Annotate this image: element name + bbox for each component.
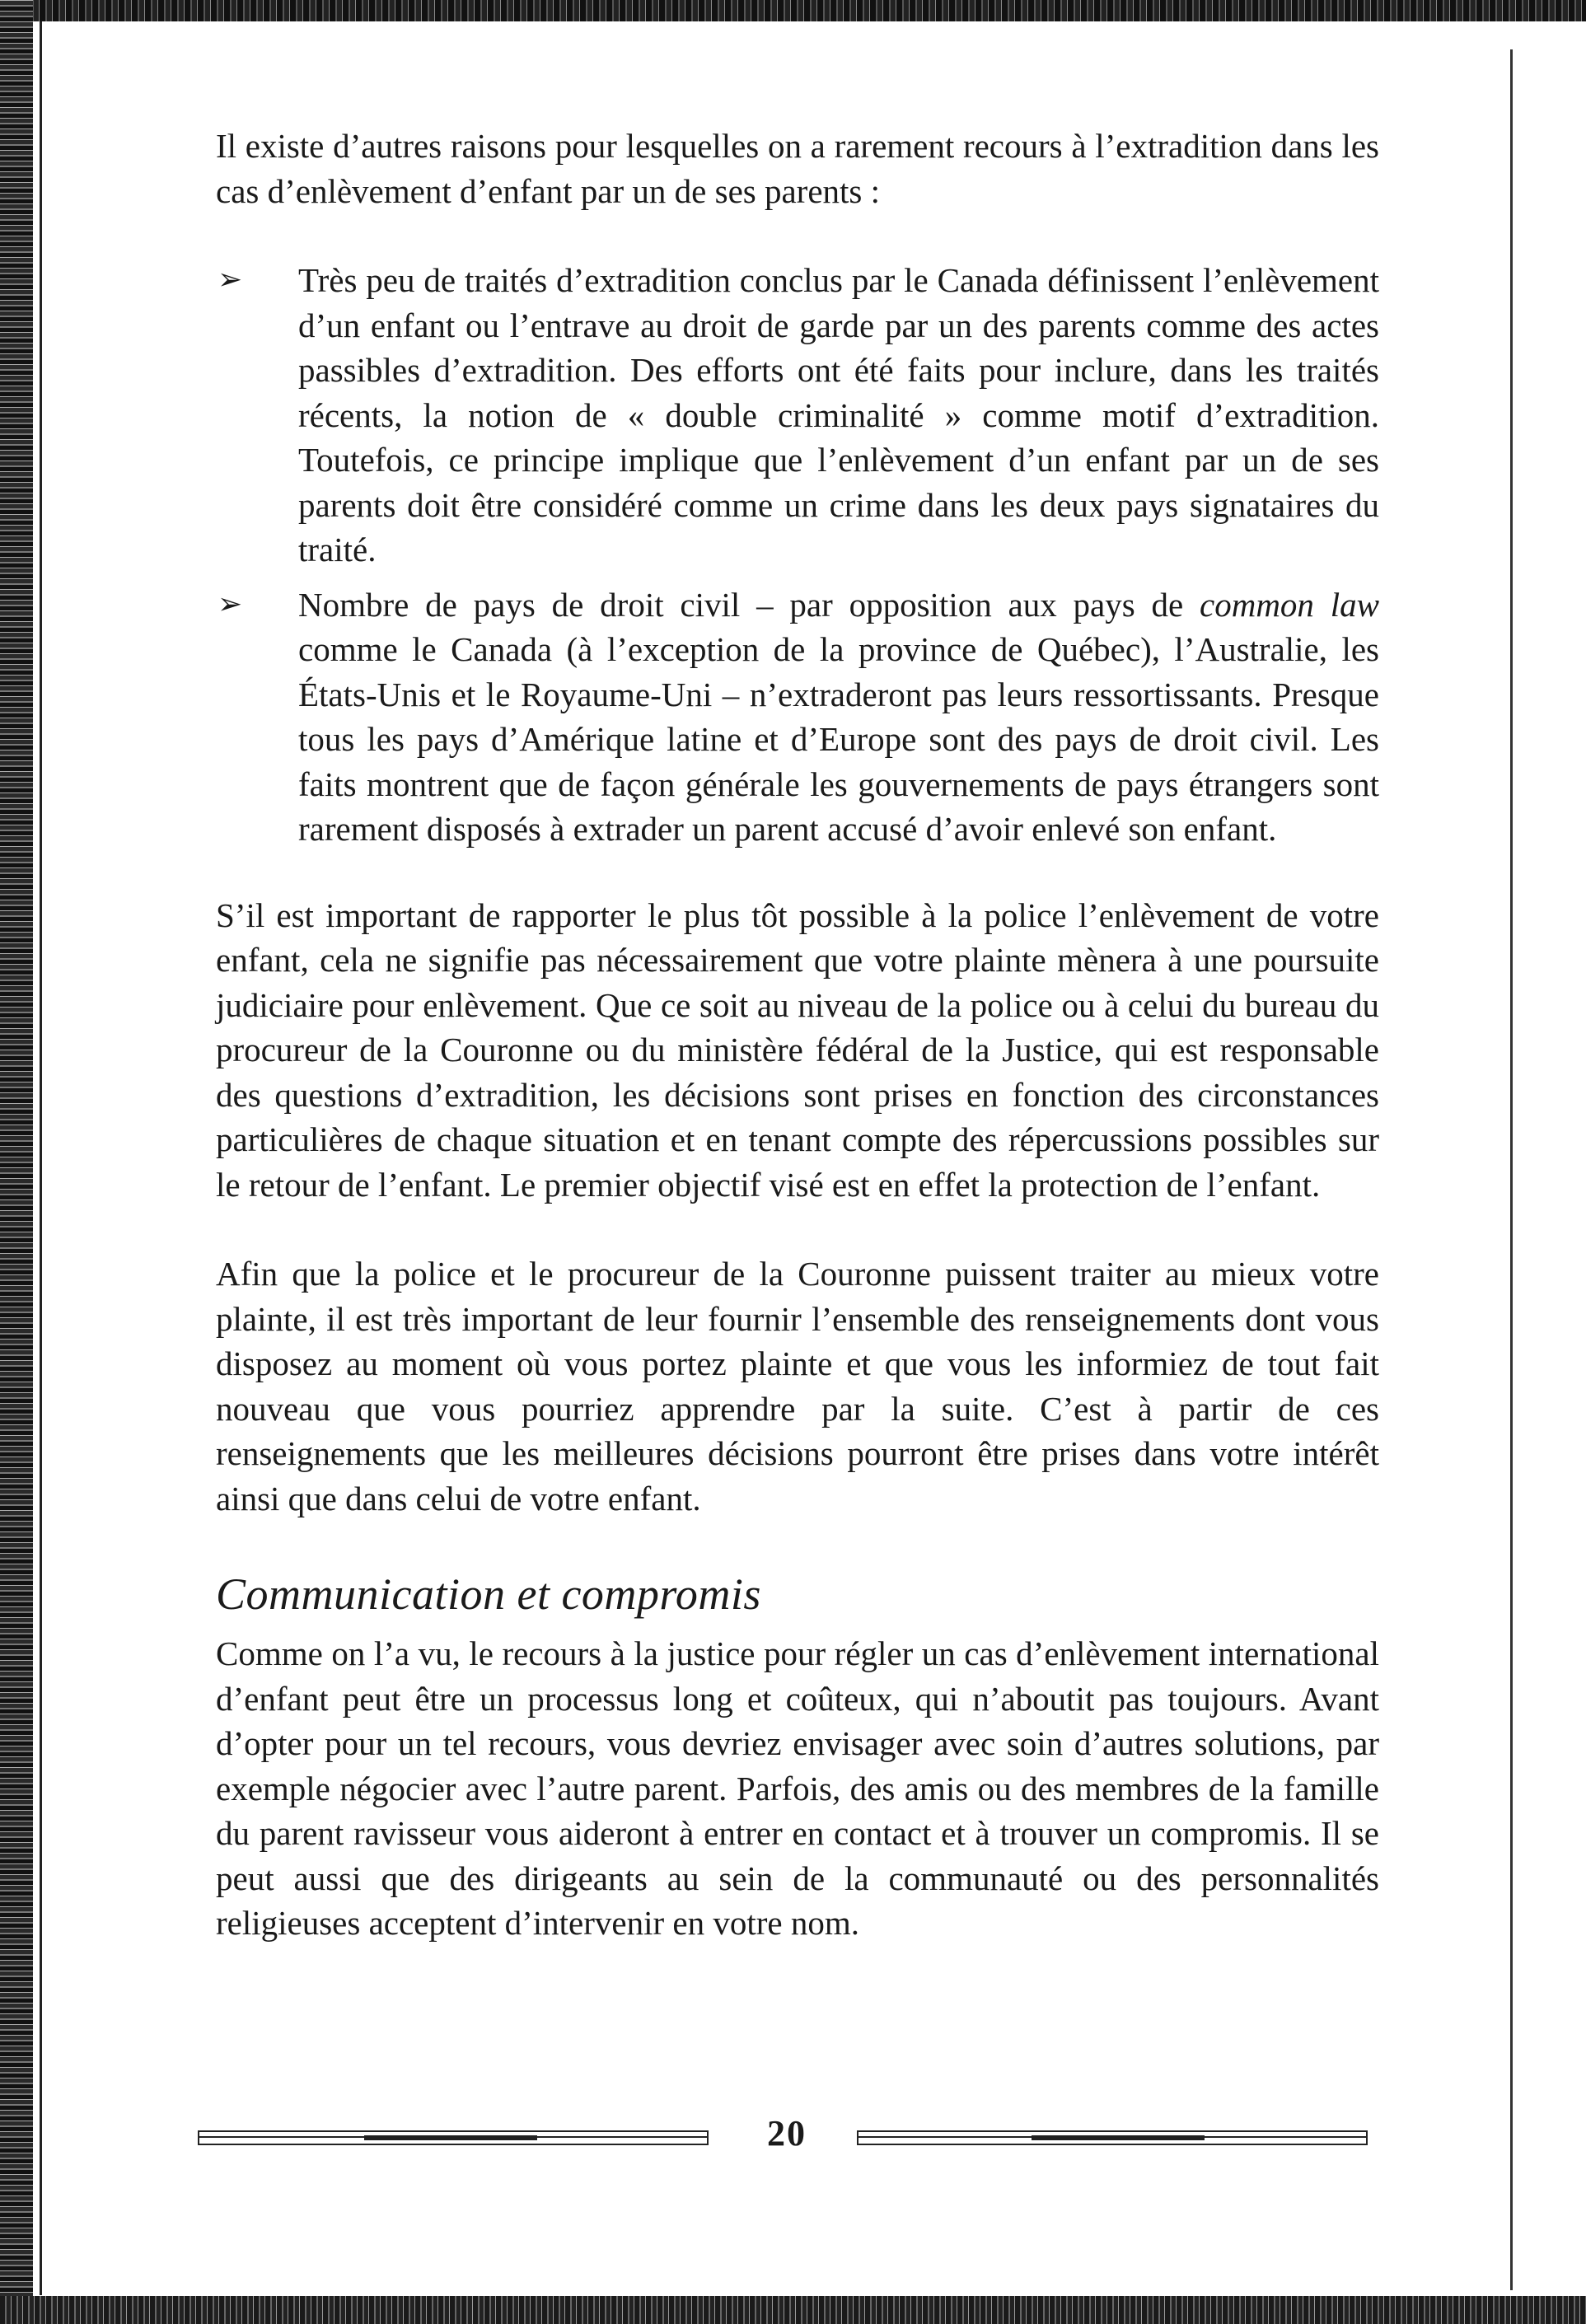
communication-paragraph: Comme on l’a vu, le recours à la justice pour régler un cas d’enlèvement international d’enfant peut être un processus long et coûteux, qui n’aboutit pas toujours. Avant d’opter pour un tel recours, vous devriez envisager avec soin d’autres solutions, par exemple négocier avec l’autre parent. Parfois, des amis ou des membres de la famille du parent ravisseur vous aideront à entrer en contact et à trouver un compromis. Il se peut aussi que des dirigeants au sein de la communauté ou des personnalités religieuses acceptent d’intervenir en votre nom. xyxy=(216,1634,1379,1942)
bullet-text-part: Nombre de pays de droit civil – par opposition aux pays de xyxy=(298,585,1200,624)
footer-rule-right xyxy=(857,2130,1368,2145)
bullet-text-part: comme le Canada (à l’exception de la province de Québec), l’Australie, les États-Unis et le Royaume-Uni – n’extraderont pas leurs ressortissants. Presque tous les pays d’Amérique latine et d’Europe sont des pays de droit civil. Les faits montrent que de façon générale les gouvernements de pays étrangers sont rarement disposés à extrader un parent accusé d’avoir enlevé son enfant. xyxy=(298,630,1379,848)
list-item xyxy=(216,582,1379,852)
section-heading: Communication et compromis xyxy=(216,1569,761,1619)
list-item xyxy=(216,258,1379,573)
page-edge-left xyxy=(40,21,42,2295)
complaint-paragraph: Afin que la police et le procureur de la Couronne puissent traiter au mieux votre plainte, il est très important de leur fournir l’ensemble des renseignements dont vous disposez au moment où vous portez plainte et que vous les informiez de tout fait nouveau que vous pourriez apprendre par la suite. C’est à partir de ces renseignements que les meilleures décisions pourront être prises dans votre intérêt ainsi que dans celui de votre enfant. xyxy=(216,1255,1379,1517)
bullet-text: Très peu de traités d’extradition conclus par le Canada définissent l’enlèvement d’un enfant ou l’entrave au droit de garde par un des parents comme des actes passibles d’extradition. Des efforts ont été faits pour inclure, dans les traités récents, la notion de « double criminalité » comme motif d’extradition. Toutefois, ce principe implique que l’enlèvement d’un enfant par un de ses parents doit être considéré comme un crime dans les deux pays signataires du traité. xyxy=(298,261,1379,568)
scan-border-top xyxy=(0,0,1586,21)
page-footer xyxy=(198,2113,1368,2153)
bullet-list xyxy=(216,258,1379,852)
bullet-text xyxy=(298,586,1379,849)
arrow-bullet-icon: ➢ xyxy=(218,263,243,297)
footer-rule-left xyxy=(198,2130,709,2145)
page-body xyxy=(216,124,1379,1946)
bullet-text-emphasis: common law xyxy=(1200,585,1379,624)
page-number: 20 xyxy=(767,2113,807,2153)
intro-paragraph: Il existe d’autres raisons pour lesquelles on a rarement recours à l’extradition dans les cas d’enlèvement d’enfant par un de ses parents : xyxy=(216,127,1379,210)
page-edge-right xyxy=(1510,49,1513,2290)
police-paragraph: S’il est important de rapporter le plus tôt possible à la police l’enlèvement de votre enfant, cela ne signifie pas nécessairement que votre plainte mènera à une poursuite judiciaire pour enlèvement. Que ce soit au niveau de la police ou à celui du bureau du procureur de la Couronne ou du ministère fédéral de la Justice, qui est responsable des questions d’extradition, les décisions sont prises en fonction des circonstances particulières de chaque situation et en tenant compte des répercussions possibles sur le retour de l’enfant. Le premier objectif visé est en effet la protection de l’enfant. xyxy=(216,895,1379,1204)
arrow-bullet-icon: ➢ xyxy=(218,587,243,621)
scan-border-left xyxy=(0,0,33,2324)
scan-border-bottom xyxy=(0,2296,1586,2324)
